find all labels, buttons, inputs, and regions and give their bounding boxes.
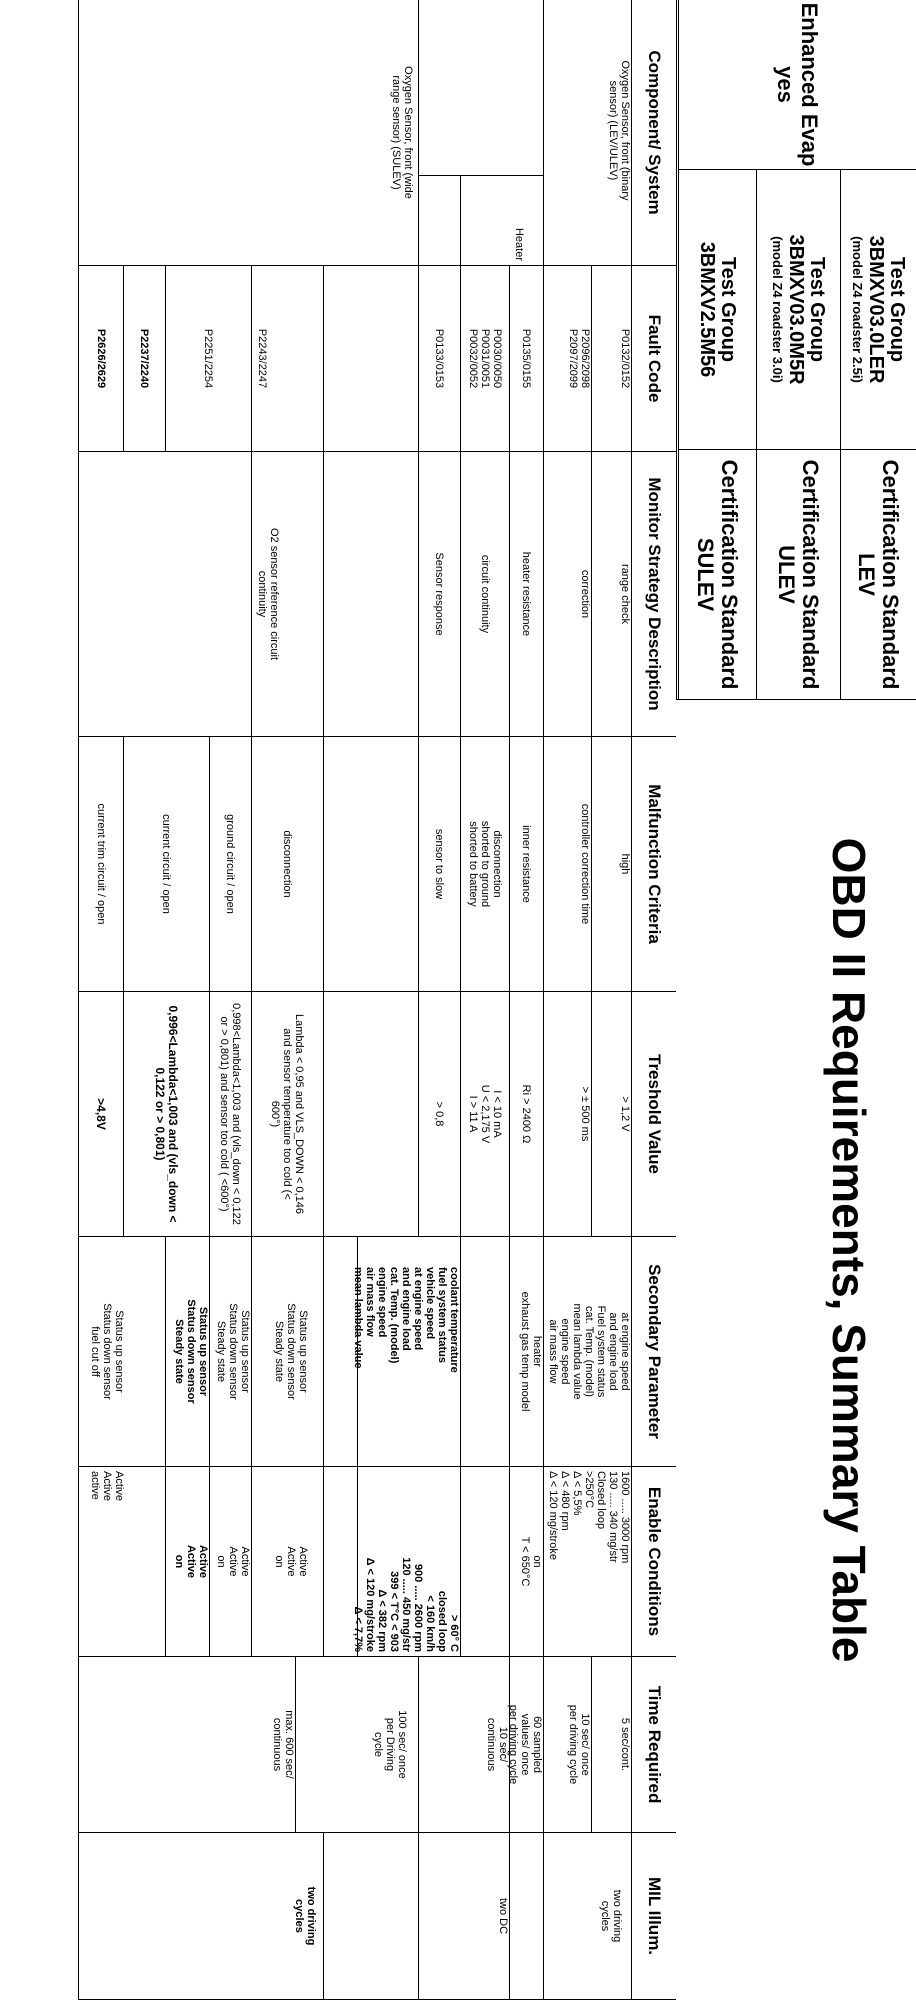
monitor-blank xyxy=(78,452,251,737)
fault-code-line: P0030/0050 xyxy=(491,328,503,389)
evap-value: yes xyxy=(773,66,799,103)
enable-item: 130 ..... 340 mg/str xyxy=(607,1471,619,1563)
mil-illumination xyxy=(78,1833,323,2000)
malfunction-criteria: high xyxy=(591,737,631,992)
enable-conditions xyxy=(509,1467,543,1657)
test-group-label: Test Group xyxy=(886,256,908,363)
enable-item: active xyxy=(89,1471,101,1500)
secondary-item: Status down sensor xyxy=(101,1303,113,1400)
threshold-blank xyxy=(323,992,418,1237)
evap-label: Enhanced Evap xyxy=(797,2,823,167)
secondary-item: engine speed xyxy=(376,1267,388,1338)
enable-item: Δ < 120 mg/stroke xyxy=(547,1471,559,1560)
threshold-value xyxy=(460,992,509,1237)
secondary-item: air mass flow xyxy=(364,1267,376,1337)
threshold-text: 0,998<Lambda<1,003 and (vls_down < 0,122 or > 0,801) and sensor too cold ( <600°) xyxy=(218,1003,243,1225)
enable-conditions xyxy=(165,1467,209,1657)
column-header-enable: Enable Conditions xyxy=(631,1467,676,1657)
certification-label: Certification Standard xyxy=(878,459,904,690)
test-group-code: 3BMXV2.5M56 xyxy=(696,241,719,378)
threshold-value: > 1,2 V xyxy=(591,992,631,1237)
certification-value: SULEV xyxy=(693,537,719,612)
monitor-description: circuit continuity xyxy=(460,452,509,737)
monitor-description: range check xyxy=(591,452,631,737)
mil-value: two driving cycles xyxy=(293,1886,317,1946)
enable-item: Δ < 382 rpm xyxy=(376,1589,388,1652)
threshold-value xyxy=(251,992,323,1237)
monitor-description: Sensor response xyxy=(418,452,460,737)
column-header-mil: MIL Illum. xyxy=(631,1833,676,2000)
time-value: 10 sec/ continuous xyxy=(485,1717,509,1772)
secondary-item: at engine speed xyxy=(412,1267,424,1351)
secondary-item: fuel system status xyxy=(436,1267,448,1363)
malfunction-criteria: ground circuit / open xyxy=(209,737,251,992)
threshold-line: U < 2,175 V xyxy=(479,1084,491,1144)
enable-item: Active xyxy=(197,1544,209,1579)
mil-blank xyxy=(323,1833,418,2000)
secondary-blank xyxy=(460,1237,509,1467)
malfunction-criteria: inner resistance xyxy=(509,737,543,992)
component-heater-blank xyxy=(418,176,460,266)
certification-2 xyxy=(756,450,840,700)
mil-blank xyxy=(509,1833,543,2000)
test-group-code: 3BMXV03.0LER xyxy=(865,235,887,384)
secondary-item: Status down sensor xyxy=(227,1303,239,1400)
monitor-description xyxy=(251,452,323,737)
secondary-item: Steady state xyxy=(173,1319,185,1384)
malfunction-criteria: disconnection xyxy=(251,737,323,992)
secondary-parameters xyxy=(509,1237,543,1467)
fault-code: P2243/2247 xyxy=(251,266,323,452)
enable-item: closed loop xyxy=(436,1590,448,1652)
certification-1 xyxy=(840,450,916,700)
fault-code: P0132/0152 xyxy=(591,266,631,452)
time-value: 60 sampled values/ once per driving cycle xyxy=(507,1704,543,1785)
component-label: Oxygen Sensor, front (binary sensor) (LEV/ULEV) xyxy=(607,60,631,201)
enable-item: Active xyxy=(101,1471,113,1501)
secondary-item: coolant temperature xyxy=(448,1267,460,1373)
component-label: Oxygen Sensor, front (wide range sensor) (SULEV) xyxy=(390,66,414,199)
secondary-item: Status up sensor xyxy=(297,1310,309,1393)
enable-item: Δ < 5,5% xyxy=(571,1471,583,1516)
certification-value: LEV xyxy=(854,553,880,596)
threshold-value: > ± 500 ms xyxy=(543,992,591,1237)
secondary-item: mean lambda value xyxy=(352,1267,364,1369)
fault-code-line: P2096/2098 xyxy=(579,328,591,389)
time-required xyxy=(418,1657,509,1833)
enable-item: Active xyxy=(297,1546,309,1577)
enable-item: T < 650°C xyxy=(519,1536,531,1587)
certification-label: Certification Standard xyxy=(798,459,824,690)
column-header-monitor: Monitor Strategy Description xyxy=(631,452,676,737)
secondary-parameters xyxy=(543,1237,631,1467)
enhanced-evap xyxy=(678,0,916,170)
enable-item: Active xyxy=(227,1546,239,1577)
secondary-item: Steady state xyxy=(273,1320,285,1383)
time-required xyxy=(543,1657,591,1833)
monitor-description: correction xyxy=(543,452,591,737)
secondary-item: Steady state xyxy=(215,1320,227,1383)
criteria-line: shorted to battery xyxy=(467,821,479,907)
mil-illumination xyxy=(418,1833,509,2000)
monitor-description: heater resistance xyxy=(509,452,543,737)
enable-item: on xyxy=(173,1554,185,1569)
enable-item: Δ < 120 mg/stroke xyxy=(364,1557,376,1652)
mil-value: two driving cycles xyxy=(599,1889,623,1943)
time-required xyxy=(295,1657,418,1833)
enable-item: Active xyxy=(113,1471,125,1501)
fault-code-line: P0031/0051 xyxy=(479,328,491,389)
component-blank xyxy=(418,0,543,176)
enable-item: 120 ..... 450 mg/str xyxy=(400,1557,412,1652)
enable-blank xyxy=(323,1467,357,1657)
secondary-item: Status down sensor xyxy=(285,1303,297,1400)
malfunction-criteria: current circuit / open xyxy=(123,737,209,992)
time-value: 10 sec/ once per driving cycle xyxy=(567,1704,591,1785)
fault-code xyxy=(460,266,509,452)
column-header-malfunction: Malfunction Criteria xyxy=(631,737,676,992)
secondary-item: Status up sensor xyxy=(113,1310,125,1393)
enable-item: on xyxy=(215,1555,227,1568)
secondary-parameters xyxy=(251,1237,323,1467)
component-heater: Heater xyxy=(460,176,543,266)
column-header-component: Component/ System xyxy=(631,0,676,266)
fault-code: P0133/0153 xyxy=(418,266,460,452)
enable-item: Active xyxy=(185,1544,197,1579)
threshold-value: Ri > 2400 Ω xyxy=(509,992,543,1237)
test-group-note: (model Z4 roadster 3.0i) xyxy=(770,236,785,383)
enable-item: Active xyxy=(239,1546,251,1577)
test-group-note: (model Z4 roadster 2.5i) xyxy=(850,236,865,383)
enable-conditions xyxy=(251,1467,323,1657)
enable-item: Δ < 7,7% xyxy=(352,1606,364,1652)
fault-code: P2237/2240 xyxy=(123,266,165,452)
secondary-item: engine speed xyxy=(559,1318,571,1385)
threshold-value xyxy=(209,992,251,1237)
criteria-line: shorted to ground xyxy=(479,820,491,908)
secondary-parameters xyxy=(78,1237,165,1467)
test-group-3 xyxy=(678,170,756,450)
monitor-text: O2 sensor reference circuit continuity xyxy=(256,527,280,661)
column-header-fault: Fault Code xyxy=(631,266,676,452)
time-value: max. 600 sec/ continuous xyxy=(271,1710,295,1779)
enable-conditions xyxy=(78,1467,165,1657)
malfunction-criteria xyxy=(460,737,509,992)
enable-item: >250°C xyxy=(583,1471,595,1509)
threshold-text: 0,996<Lambda<1,003 and (vls_down < 0,122 or > 0,801) xyxy=(153,1005,181,1223)
enable-item: Active xyxy=(285,1546,297,1577)
threshold-value xyxy=(123,992,209,1237)
secondary-blank xyxy=(323,1237,357,1467)
secondary-item: fuel cut off xyxy=(89,1326,101,1377)
test-group-code: 3BMXV03.0M5R xyxy=(785,234,807,385)
secondary-item: cat. Temp. (model) xyxy=(388,1267,400,1364)
secondary-item: and engine load xyxy=(607,1312,619,1391)
threshold-line: I > 11 A xyxy=(467,1095,479,1133)
column-header-threshold: Treshold Value xyxy=(631,992,676,1237)
column-header-time: Time Required xyxy=(631,1657,676,1833)
column-header-secondary: Secondary Parameter xyxy=(631,1237,676,1467)
threshold-line: I < 10 mA xyxy=(491,1090,503,1138)
component-o2-binary xyxy=(543,0,631,266)
page-title: OBD II Requirements, Summary Table xyxy=(823,837,875,1663)
secondary-item: Status down sensor xyxy=(185,1299,197,1404)
secondary-item: Status up sensor xyxy=(197,1306,209,1397)
mil-value: two DC xyxy=(497,1897,509,1935)
enable-item: 900 ..... 2600 rpm xyxy=(412,1563,424,1652)
test-group-2 xyxy=(756,170,840,450)
secondary-item: exhaust gas temp model xyxy=(519,1291,531,1412)
time-value: 100 sec/ once per Driving cycle xyxy=(372,1710,408,1779)
secondary-item: at engine speed xyxy=(619,1312,631,1391)
malfunction-criteria: current trim circuit / open xyxy=(78,737,123,992)
secondary-item: mean lambda value xyxy=(571,1303,583,1400)
threshold-text: Lambda < 0,95 and VLS_DOWN < 0,146 and sensor temperature too cold (< 600°) xyxy=(269,1014,306,1214)
secondary-item: heater xyxy=(531,1335,543,1368)
secondary-item: Fuel system status xyxy=(595,1305,607,1398)
malfunction-criteria: controller correction time xyxy=(543,737,591,992)
threshold-value: > 0,8 xyxy=(418,992,460,1237)
secondary-parameters xyxy=(352,1237,460,1467)
time-required: 5 sec/cont. xyxy=(591,1657,631,1833)
test-group-label: Test Group xyxy=(717,256,740,363)
component-o2-wide xyxy=(78,0,418,266)
enable-item: Closed loop xyxy=(595,1471,607,1530)
enable-item: < 160 km/h xyxy=(424,1595,436,1652)
enable-item: on xyxy=(273,1555,285,1568)
enable-item: on xyxy=(531,1555,543,1568)
threshold-value: >4,8V xyxy=(78,992,123,1237)
time-required xyxy=(509,1657,543,1833)
fault-code: P0135/0155 xyxy=(509,266,543,452)
test-group-1 xyxy=(840,170,916,450)
enable-blank xyxy=(460,1467,509,1657)
enable-item: 1600 ..... 3000 rpm xyxy=(619,1471,631,1564)
enable-conditions xyxy=(543,1467,631,1657)
secondary-item: air mass flow xyxy=(547,1319,559,1384)
fault-code-line: P2097/2099 xyxy=(567,328,579,389)
fault-code-line: P0032/0052 xyxy=(467,328,479,389)
time-required xyxy=(78,1657,295,1833)
fault-blank xyxy=(323,266,418,452)
enable-item: > 60° C xyxy=(448,1614,460,1652)
monitor-blank xyxy=(323,452,418,737)
certification-3 xyxy=(678,450,756,700)
secondary-item: cat. Temp. (model) xyxy=(583,1306,595,1397)
header-box xyxy=(676,0,916,700)
secondary-item: vehicle speed xyxy=(424,1267,436,1340)
enable-conditions xyxy=(352,1467,460,1657)
secondary-item: and engine load xyxy=(400,1267,412,1351)
enable-item: 399 < T°C < 903 xyxy=(388,1571,400,1652)
enable-conditions xyxy=(209,1467,251,1657)
criteria-line: disconnection xyxy=(491,830,503,898)
secondary-parameters xyxy=(165,1237,209,1467)
certification-value: ULEV xyxy=(774,545,800,604)
mil-illumination xyxy=(543,1833,631,2000)
malfunction-criteria: sensor to slow xyxy=(418,737,460,992)
fault-code: P2251/2254 xyxy=(165,266,251,452)
test-group-label: Test Group xyxy=(806,256,828,363)
secondary-parameters xyxy=(209,1237,251,1467)
criteria-blank xyxy=(323,737,418,992)
enable-item: Δ < 480 rpm xyxy=(559,1471,571,1531)
certification-label: Certification Standard xyxy=(717,459,743,690)
fault-code: P2626/2629 xyxy=(78,266,123,452)
secondary-item: Status up sensor xyxy=(239,1310,251,1393)
fault-code xyxy=(543,266,591,452)
